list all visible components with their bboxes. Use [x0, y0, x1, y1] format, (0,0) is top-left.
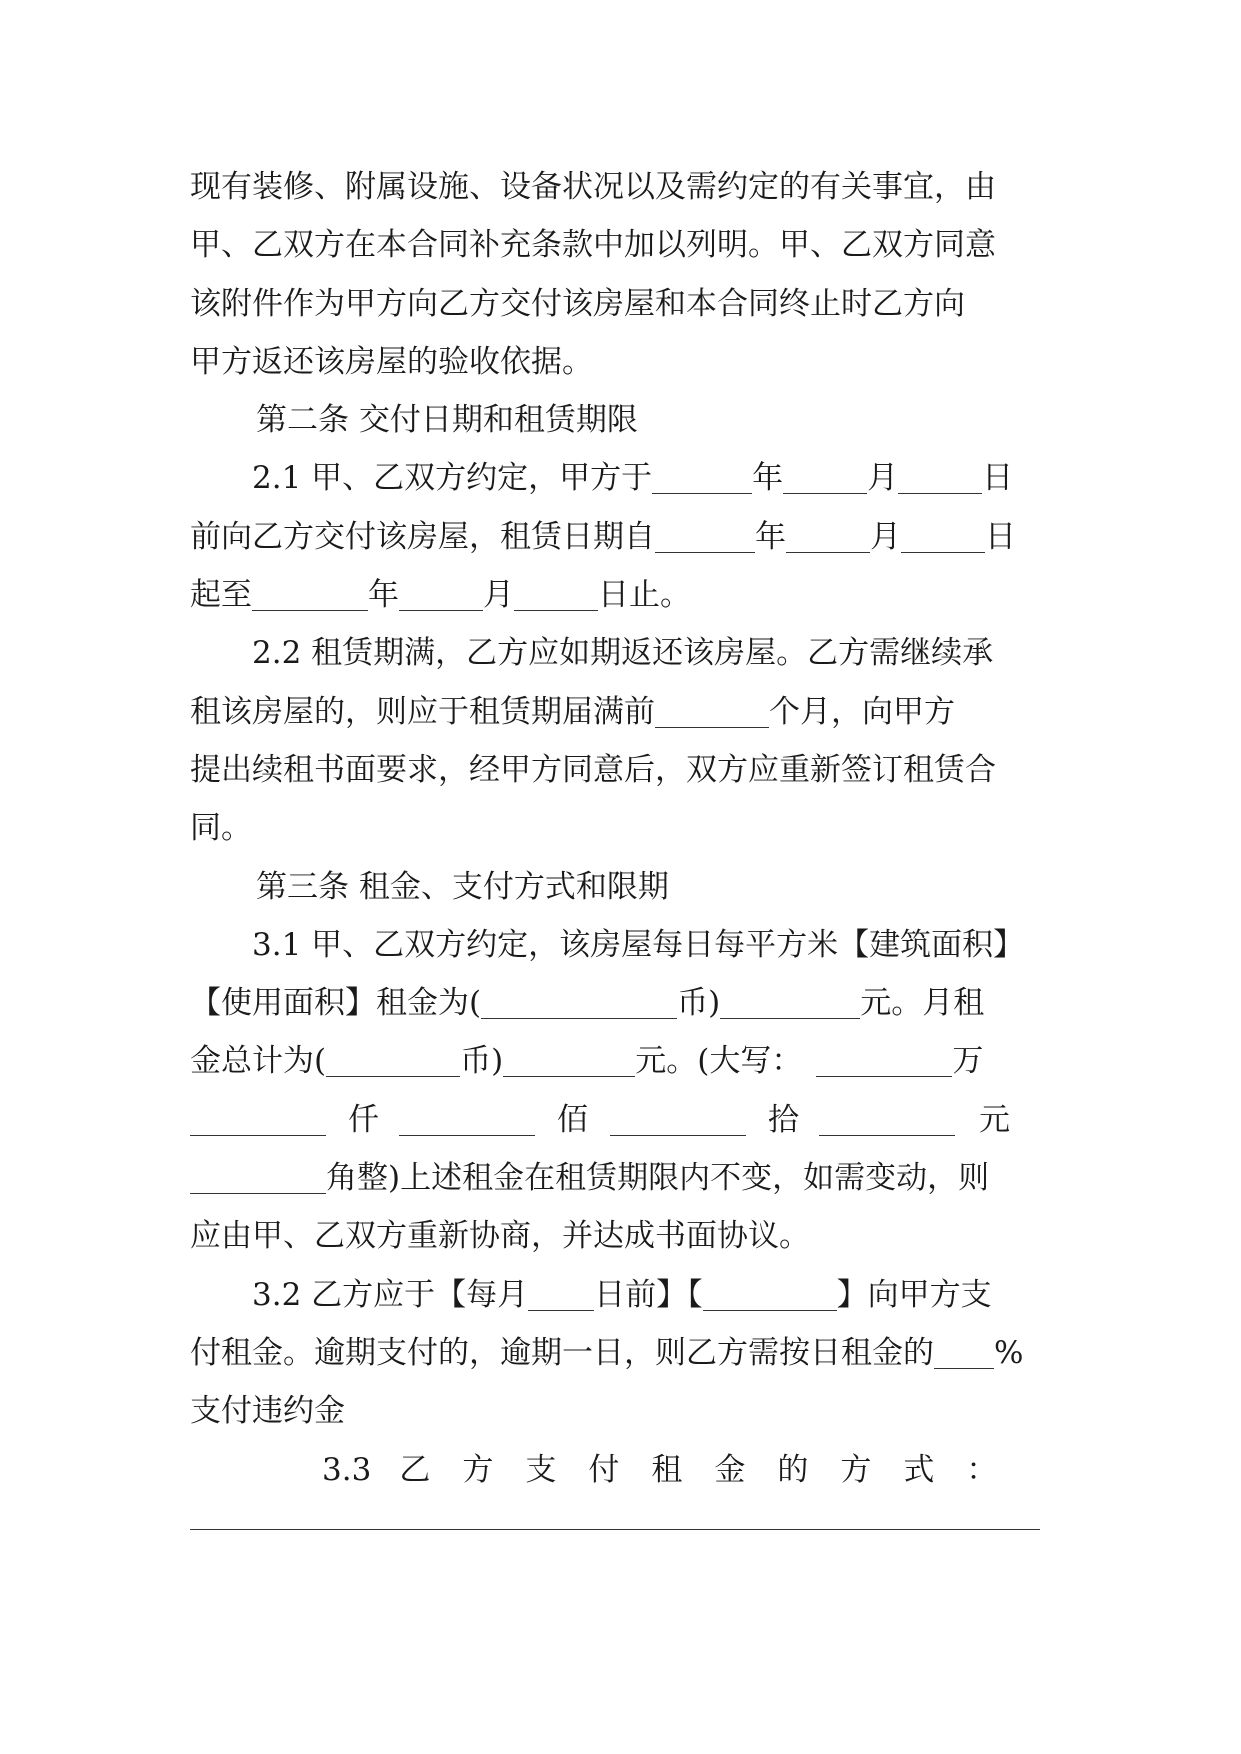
month-label: 月: [483, 577, 514, 614]
blank-field[interactable]: [720, 982, 860, 1019]
clause-text: 2.1 甲、乙双方约定，甲方于: [252, 460, 653, 497]
clause-3-3-line-1: [190, 1441, 1052, 1499]
blank-field[interactable]: [783, 457, 867, 494]
clause-text: 金总计为(: [190, 1043, 327, 1080]
spaced-char: 的: [777, 1451, 809, 1488]
clause-text: 付租金。逾期支付的，逾期一日，则乙方需按日租金的: [190, 1334, 934, 1371]
spaced-char: 支: [525, 1451, 557, 1488]
spaced-char: 方: [840, 1451, 872, 1488]
clause-text: 2.2 租赁期满，乙方应如期返还该房屋。乙方需继续承: [252, 635, 994, 672]
clause-text: 】向甲方支: [836, 1276, 992, 1313]
line-text: 甲、乙双方在本合同补充条款中加以列明。甲、乙双方同意: [190, 227, 996, 264]
blank-field[interactable]: [503, 1040, 635, 1077]
clause-text: 租该房屋的，则应于租赁期届满前: [190, 693, 655, 730]
blank-field[interactable]: [610, 1099, 746, 1136]
spaced-char: 付: [588, 1451, 620, 1488]
blank-field[interactable]: [901, 516, 985, 553]
blank-field[interactable]: [786, 516, 870, 553]
clause-number: 3.3: [322, 1451, 372, 1488]
day-label: 日止。: [598, 577, 691, 614]
clause-text: 日前】【: [594, 1276, 703, 1313]
blank-field[interactable]: [934, 1332, 994, 1369]
clause-text: 支付违约金: [190, 1393, 345, 1430]
spaced-char: 方: [462, 1451, 494, 1488]
day-label: 日: [985, 518, 1016, 555]
clause-2-1-line-2: [190, 508, 1052, 566]
text-line: [190, 216, 1052, 274]
line-text: 现有装修、附属设施、设备状况以及需约定的有关事宜，由: [190, 169, 996, 205]
clause-3-2-line-3: [190, 1382, 1052, 1440]
article-2-heading: [190, 391, 1052, 449]
spaced-char: ：: [966, 1451, 998, 1488]
blank-field[interactable]: [655, 516, 755, 553]
clause-text: 个月，向甲方: [769, 693, 955, 730]
month-label: 月: [867, 460, 899, 497]
clause-text: 同。: [190, 810, 252, 847]
spaced-char: 乙: [399, 1451, 431, 1488]
blank-field[interactable]: [898, 457, 982, 494]
text-line: [190, 158, 1052, 216]
blank-field[interactable]: [816, 1040, 952, 1077]
clause-3-1-line-2: [190, 974, 1052, 1032]
clause-text: 佰: [557, 1101, 588, 1138]
line-text: 甲方返还该房屋的验收依据。: [190, 343, 593, 380]
clause-text: 起至: [190, 577, 252, 614]
blank-field[interactable]: [819, 1099, 955, 1136]
clause-text: 币): [460, 1043, 504, 1080]
blank-field[interactable]: [326, 1040, 460, 1077]
clause-2-2-line-1: [190, 624, 1052, 682]
clause-2-2-line-2: [190, 683, 1052, 741]
clause-3-1-line-6: [190, 1207, 1052, 1265]
clause-text: 角整)上述租金在租赁期限内不变，如需变动，则: [326, 1160, 990, 1197]
clause-text: 前向乙方交付该房屋，租赁日期自: [190, 518, 655, 555]
clause-text: 元。月租: [860, 985, 985, 1022]
blank-field[interactable]: [190, 1099, 326, 1136]
day-label: 日: [982, 460, 1014, 497]
article-3-heading: [190, 858, 1052, 916]
clause-3-1-line-5: [190, 1149, 1052, 1207]
blank-field[interactable]: [481, 982, 677, 1019]
text-line: [190, 333, 1052, 391]
year-label: 年: [755, 518, 786, 555]
spaced-char: 式: [903, 1451, 935, 1488]
blank-field[interactable]: [703, 1274, 837, 1311]
clause-text: 仟: [348, 1101, 379, 1138]
clause-text: 元: [979, 1101, 1010, 1138]
month-label: 月: [870, 518, 901, 555]
clause-3-3-line-2: [190, 1499, 1052, 1557]
clause-text: 应由甲、乙双方重新协商，并达成书面协议。: [190, 1218, 810, 1255]
clause-3-2-line-2: [190, 1324, 1052, 1382]
blank-field[interactable]: [399, 574, 483, 611]
blank-field[interactable]: [514, 574, 598, 611]
payment-method-blank[interactable]: [190, 1529, 1040, 1530]
contract-text: [190, 158, 1052, 1557]
line-text: 该附件作为甲方向乙方交付该房屋和本合同终止时乙方向: [190, 285, 965, 322]
clause-2-2-line-3: [190, 741, 1052, 799]
clause-text: 【使用面积】租金为(: [190, 985, 482, 1022]
blank-field[interactable]: [399, 1099, 535, 1136]
clause-text: 3.2 乙方应于【每月: [252, 1276, 529, 1313]
clause-2-1-line-3: [190, 566, 1052, 624]
clause-text: 币): [677, 985, 721, 1022]
blank-field[interactable]: [655, 691, 769, 728]
spaced-char: 金: [714, 1451, 746, 1488]
heading-text: 第三条 租金、支付方式和限期: [256, 868, 669, 905]
clause-3-2-line-1: [190, 1266, 1052, 1324]
clause-3-1-line-1: [190, 916, 1052, 974]
clause-3-1-line-4: [190, 1091, 1052, 1149]
percent-sign: %: [994, 1334, 1024, 1371]
year-label: 年: [368, 577, 399, 614]
clause-text: 元。(大写：: [635, 1043, 803, 1080]
clause-text: 提出续租书面要求，经甲方同意后，双方应重新签订租赁合: [190, 751, 996, 788]
heading-text: 第二条 交付日期和租赁期限: [256, 402, 638, 439]
text-line: [190, 275, 1052, 333]
blank-field[interactable]: [252, 574, 368, 611]
blank-field[interactable]: [652, 457, 752, 494]
clause-text: 3.1 甲、乙双方约定，该房屋每日每平方米【建筑面积】: [252, 926, 1025, 963]
clause-text: 万: [952, 1043, 984, 1080]
blank-field[interactable]: [190, 1157, 326, 1194]
blank-field[interactable]: [528, 1274, 594, 1311]
clause-2-1-line-1: [190, 449, 1052, 507]
clause-2-2-line-4: [190, 799, 1052, 857]
clause-3-1-line-3: [190, 1032, 1052, 1090]
spaced-char: 租: [651, 1451, 683, 1488]
clause-text: 拾: [768, 1101, 799, 1138]
year-label: 年: [752, 460, 784, 497]
